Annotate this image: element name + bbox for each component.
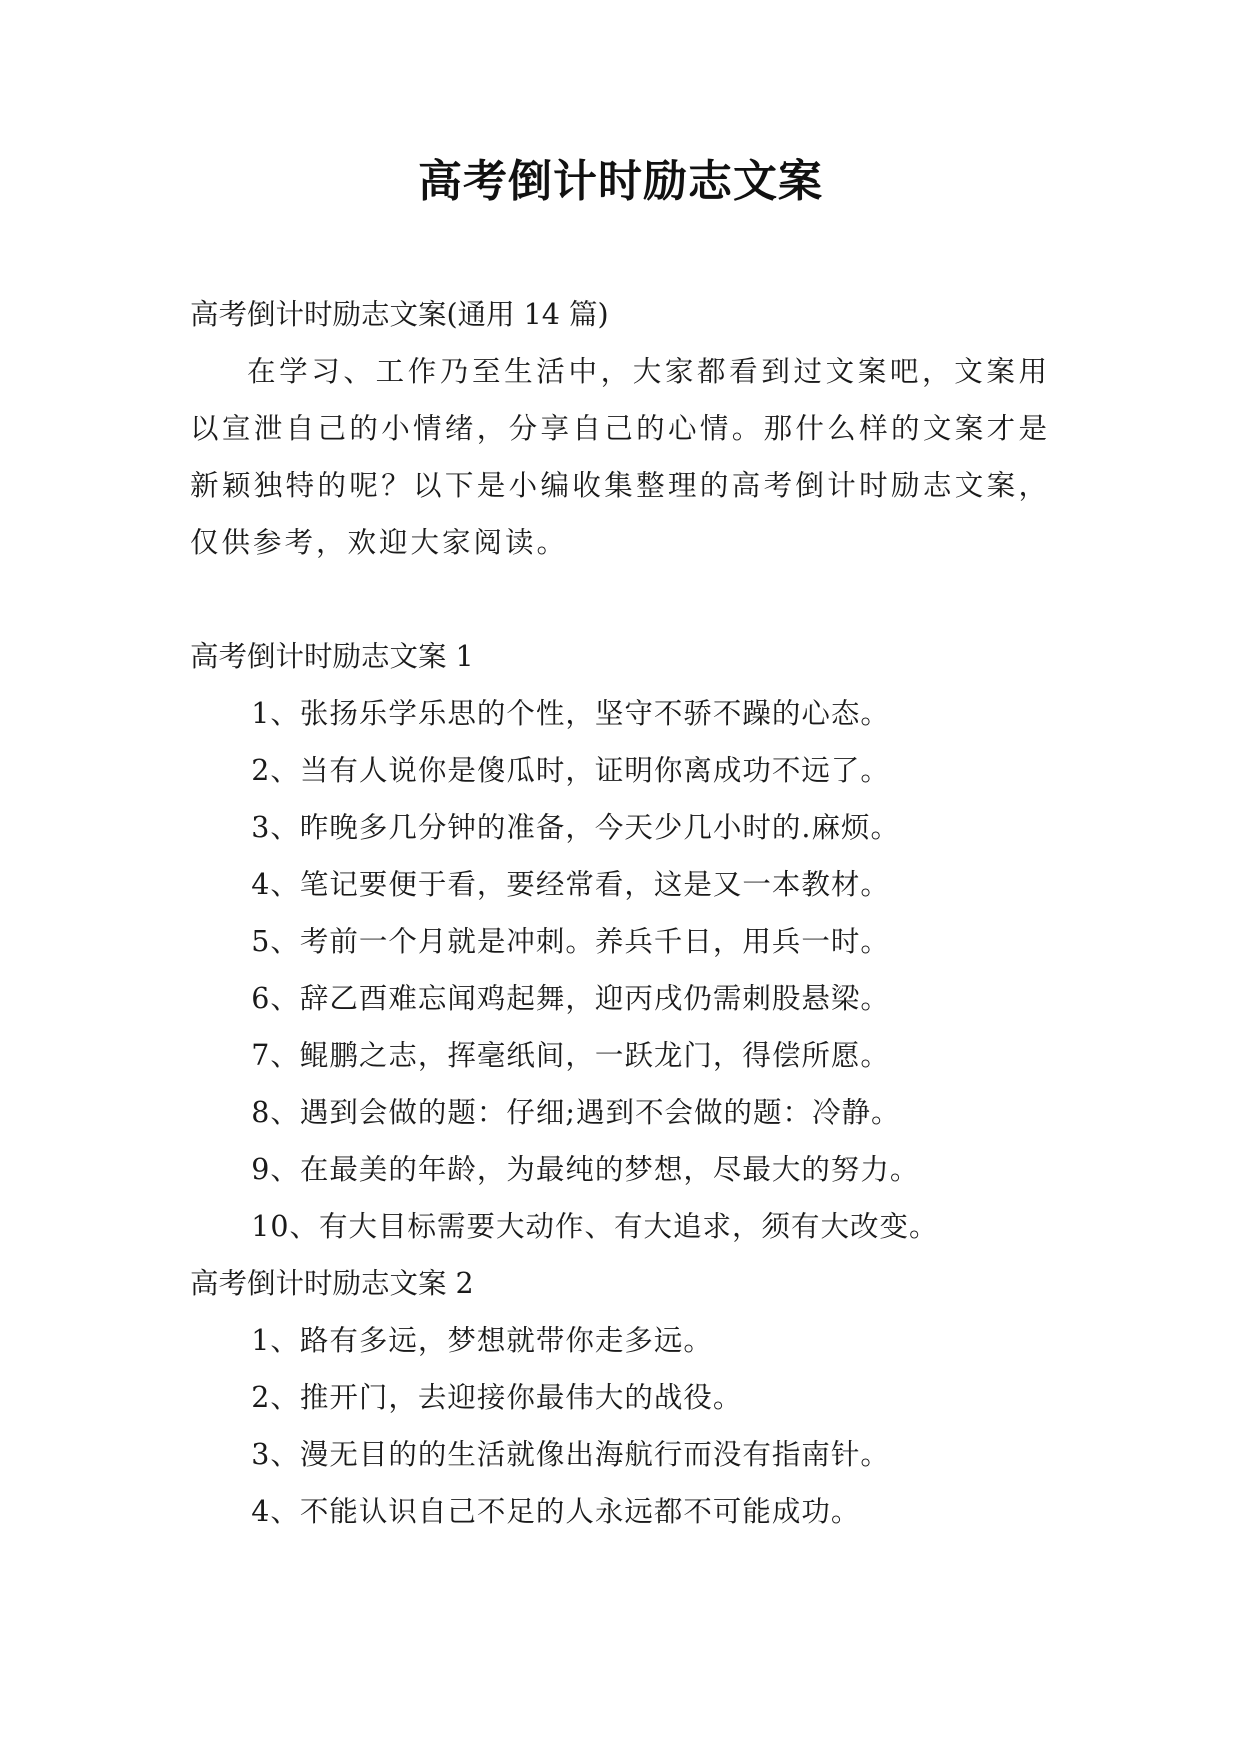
document-subtitle: 高考倒计时励志文案(通用 14 篇) bbox=[190, 298, 609, 331]
list-item: 10、有大目标需要大动作、有大追求，须有大改变。 bbox=[251, 1210, 939, 1243]
list-item: 2、当有人说你是傻瓜时，证明你离成功不远了。 bbox=[251, 754, 890, 787]
intro-paragraph: 在学习、工作乃至生活中，大家都看到过文案吧，文案用以宣泄自己的小情绪，分享自己的心情。那什么样的文案才是新颖独特的呢？以下是小编收集整理的高考倒计时励志文案，仅供参考，欢迎大家阅读。 bbox=[190, 355, 1050, 559]
list-item: 3、昨晚多几分钟的准备，今天少几小时的.麻烦。 bbox=[251, 811, 900, 844]
document-body bbox=[190, 286, 1050, 1540]
document-title: 高考倒计时励志文案 bbox=[418, 156, 823, 207]
list-item: 2、推开门，去迎接你最伟大的战役。 bbox=[251, 1381, 743, 1414]
list-item: 1、张扬乐学乐思的个性，坚守不骄不躁的心态。 bbox=[251, 697, 890, 730]
list-item: 1、路有多远，梦想就带你走多远。 bbox=[251, 1324, 713, 1357]
section-heading-1: 高考倒计时励志文案 1 bbox=[190, 640, 474, 673]
list-item: 3、漫无目的的生活就像出海航行而没有指南针。 bbox=[251, 1438, 890, 1471]
list-item: 4、笔记要便于看，要经常看，这是又一本教材。 bbox=[251, 868, 890, 901]
list-item: 5、考前一个月就是冲刺。养兵千日，用兵一时。 bbox=[251, 925, 890, 958]
list-item: 7、鲲鹏之志，挥毫纸间，一跃龙门，得偿所愿。 bbox=[251, 1039, 890, 1072]
section-heading-2: 高考倒计时励志文案 2 bbox=[190, 1267, 474, 1300]
list-item: 4、不能认识自己不足的人永远都不可能成功。 bbox=[251, 1495, 861, 1528]
list-item: 9、在最美的年龄，为最纯的梦想，尽最大的努力。 bbox=[251, 1153, 920, 1186]
list-item: 8、遇到会做的题：仔细;遇到不会做的题：冷静。 bbox=[251, 1096, 901, 1129]
list-item: 6、辞乙酉难忘闻鸡起舞，迎丙戌仍需刺股悬梁。 bbox=[251, 982, 890, 1015]
paragraph-gap bbox=[190, 571, 1050, 628]
